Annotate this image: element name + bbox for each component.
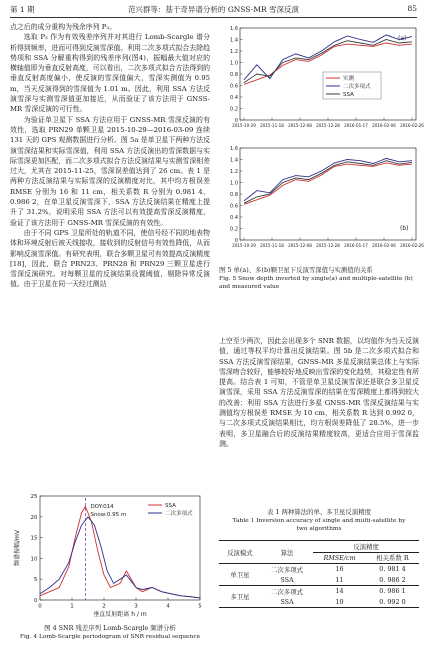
y-tick-label: 1.4 — [230, 37, 238, 44]
table-row — [219, 586, 419, 597]
x-tick-label: 2016-01-17 — [344, 123, 368, 128]
figure-4-caption — [10, 624, 210, 641]
x-tick-label: 2016-02-06 — [372, 123, 396, 128]
y-tick-label: 15 — [30, 535, 38, 542]
caption-zh: 表 1 两种算法的单、多卫星反演精度 — [267, 508, 371, 516]
y-tick-label: 5 — [34, 577, 38, 584]
caption-en: Fig. 5 Snow depth inverted by single(a) and multiple-satellite (b) and measured value — [219, 275, 413, 290]
y-tick-label: 1.0 — [230, 180, 238, 187]
x-tick-label: 0 — [38, 603, 42, 610]
r-cell: 0. 986 1 — [379, 587, 406, 596]
x-tick-label: 2015-12-28 — [316, 123, 340, 128]
snow-annotation: Snow:0.95 m — [90, 512, 127, 518]
x-tick-label: 2015-10-29 — [232, 243, 256, 248]
y-tick-label: 25 — [30, 494, 38, 500]
panel-label: (b) — [400, 225, 409, 232]
x-tick-label: 2015-11-18 — [260, 243, 284, 248]
x-tick-label: 2015-12-08 — [288, 243, 312, 248]
figure-5-caption — [219, 266, 419, 291]
r-cell: 0. 992 0 — [366, 597, 419, 608]
y-tick-label: 1.4 — [230, 157, 238, 164]
legend-label: SSA — [165, 503, 176, 509]
y-tick-label: 0.6 — [230, 83, 238, 90]
header-rule — [10, 17, 417, 18]
algorithm-cell: SSA — [280, 575, 294, 584]
running-header — [10, 4, 417, 16]
rmse-cell: 14 — [335, 587, 344, 596]
r-cell: 0. 981 4 — [379, 565, 406, 574]
y-tick-label: 1.2 — [230, 169, 238, 175]
y-tick-label: 1.6 — [230, 146, 238, 152]
paragraph: 由于不同 GPS 卫星所处的轨道不同，使信号经不同的地表物体和环境反射后被天线接收，接收到的反射信号有效性降低，从而影响反演雪深值。有研究表明，联合多颗卫星可有效提高反演精度[18]，因此，联合 PRN23、PRN28 和 PRN29 三颗卫星进行雪深反演研究。对每颗卫星的反演结果设置阈值，剔除异常反演值。由于卫星在同一天经过测站 — [10, 228, 210, 289]
y-tick-label: 0 — [234, 238, 238, 244]
algorithm-cell: SSA — [261, 597, 313, 608]
fig5-chart — [216, 24, 424, 264]
x-tick-label: 2 — [102, 603, 106, 610]
y-tick-label: 0.8 — [230, 192, 238, 198]
header-r: 相关系数 R — [366, 552, 419, 564]
doy-annotation: DOY:014 — [90, 504, 114, 510]
header-accuracy: 反演精度 — [313, 541, 419, 553]
x-tick-label: 3 — [134, 603, 138, 610]
right-column-text — [219, 336, 419, 449]
r-cell: 0. 986 2 — [379, 575, 406, 584]
legend-label: SSA — [343, 92, 354, 98]
y-tick-label: 0.4 — [230, 95, 238, 101]
x-tick-label: 1 — [70, 603, 74, 610]
y-tick-label: 10 — [30, 556, 38, 563]
mode-cell: 单卫星 — [230, 571, 250, 579]
y-tick-label: 0.6 — [230, 203, 238, 210]
algorithm-cell: 二次多项式 — [271, 587, 303, 596]
x-tick-label: 2016-02-06 — [372, 243, 396, 248]
mode-cell: 多卫星 — [219, 586, 261, 608]
header-mode: 反演模式 — [219, 541, 261, 564]
caption-zh: 图 5 单(a)、多(b)颗卫星下反演雪深值与实测值的关系 — [219, 266, 373, 274]
running-title: 范兴群等：基于奇异谱分析的 GNSS-MR 雪深反演 — [127, 5, 300, 14]
legend-label: 二次多项式 — [343, 84, 371, 90]
paragraph: 为验证单卫星下 SSA 方法应用于 GNSS-MR 雪深反演的有效性，选取 PRN29 单颗卫星 2015-10-29—2016-03-09 连续 131 天的 GPS 观测数据进行分析。图 5a 是单卫星下两种方法反演雪深结果和实际雪深值，利用 SSA 方法反演出的雪深数据与实际雪深更加匹配，而二次多项式拟合方法反演结果与实测雪深相差过大，尤其在 2015-11-25，雪深误差值达到了 26 cm。表 1 是两种方法反演结果与实际雪深的反演精度对比，其中均方根误差 RMSE 分别为 16 和 11 cm，相关系数 R 分别为 0.981 4、0.986 2，在单卫星反演雪深下，SSA 方法反演结果在精度上提升了 31.2%，说明采用 SSA 方法可以有效提高雪深反演精度，验证了该方法用于 GNSS-MR 雪深反演的有效性。 — [10, 115, 210, 227]
paragraph: 上空至少两次，因此会出现多个 SNR 数据，以均值作为当天反演值，通过等权平均计算出反演结果。图 5b 是二次多项式拟合和 SSA 方法反演雪深结果，GNSS-MR 多星反演结果总体上与实际雪深吻合较好，能够较好地反映出雪深的变化趋势，其稳定性有所提高。结合表 1 可知，不管是单卫星反演雪深还是联合多卫星反演雪深，采用 SSA 方法反演雪深的结果在雪深精度上都得到较大的改善；利用 SSA 方法进行多星 GNSS-MR 雪深反演结果与实测值均方根误差 RMSE 为 10 cm，相关系数 R 达到 0.992 0，与二次多项式反演结果相比，均方根误差降低了 28.5%，进一步表明，多卫星融合后的反演结果精度较高，更适合应用于雪深监测。 — [219, 337, 419, 448]
x-tick-label: 2015-12-28 — [316, 243, 340, 248]
x-tick-label: 2016-01-17 — [344, 243, 368, 248]
y-tick-label: 0.2 — [230, 226, 238, 233]
series-line-poly — [40, 517, 200, 598]
x-tick-label: 5 — [198, 603, 202, 610]
header-rmse: RMSE/cm — [313, 552, 366, 564]
page-number: 85 — [407, 4, 417, 13]
panel-label: (a) — [398, 35, 407, 42]
y-tick-label: 0.4 — [230, 215, 238, 221]
y-tick-label: 0 — [234, 118, 238, 124]
left-column-text — [10, 22, 210, 290]
fig4-chart — [10, 490, 210, 622]
caption-en: Table 1 Inversion accuracy of single and multi-satellite by — [232, 517, 406, 524]
rmse-cell: 10 — [313, 597, 366, 608]
caption-zh: 图 4 SNR 残差序列 Lomb-Scargle 频谱分析 — [44, 624, 176, 632]
y-tick-label: 1.6 — [230, 26, 238, 32]
paragraph: 点之后的成分重构为残余序列 P₃。 — [10, 23, 117, 31]
legend-label: 实测 — [343, 76, 355, 82]
header-algorithm: 算法 — [261, 541, 313, 564]
caption-en-2: two algorithms — [296, 525, 342, 532]
table-1-caption — [219, 508, 419, 533]
y-tick-label: 0.2 — [230, 106, 238, 113]
issue-number: 第 1 期 — [10, 5, 35, 14]
x-tick-label: 2015-12-08 — [288, 123, 312, 128]
x-tick-label: 4 — [166, 603, 170, 610]
rmse-cell: 16 — [335, 565, 344, 574]
series-line-ssa — [40, 506, 200, 598]
table-1 — [219, 540, 419, 608]
x-tick-label: 2015-11-18 — [260, 123, 284, 128]
y-tick-label: 20 — [30, 514, 38, 521]
table-row — [219, 564, 419, 575]
paragraph: 选取 P₃ 作为有效残差序列并对其进行 Lomb-Scargle 谱分析得到频率，进而可得到反演雪深值。利用二次多项式拟合去除趋势项和 SSA 分解重构得到的残差序列(图4)，振幅最大值对应的横轴值即为垂直反射高度，可以看出，二次多项式拟合方法得到的垂直反射高度偏小，使反演的雪深值偏大，雪深实测值为 0.95 m，当天反演得到的雪深值为 1.01 m。因此，利用 SSA 方法反演雪深与实测雪深值更加接近，从而验证了该方法用于 GNSS-MR 雪深反演的可行性。 — [10, 33, 210, 114]
y-tick-label: 0.8 — [230, 72, 238, 78]
x-tick-label: 2015-10-29 — [232, 123, 256, 128]
x-tick-label: 2016-02-26 — [400, 243, 424, 248]
caption-en: Fig. 4 Lomb-Scargle periodogram of SNR residual sequence — [19, 633, 201, 640]
figure-4 — [10, 490, 210, 622]
y-tick-label: 1.2 — [230, 49, 238, 55]
y-axis-label: 频谱振幅/mV — [14, 530, 21, 566]
legend-label: 二次多项式 — [165, 511, 193, 517]
x-axis-label: 垂直反射距离 h / m — [93, 611, 147, 618]
figure-5 — [216, 24, 424, 264]
y-tick-label: 1.0 — [230, 60, 238, 67]
algorithm-cell: 二次多项式 — [271, 565, 303, 574]
x-tick-label: 2016-02-26 — [400, 123, 424, 128]
y-tick-label: 0 — [34, 598, 38, 604]
rmse-cell: 11 — [335, 575, 344, 584]
